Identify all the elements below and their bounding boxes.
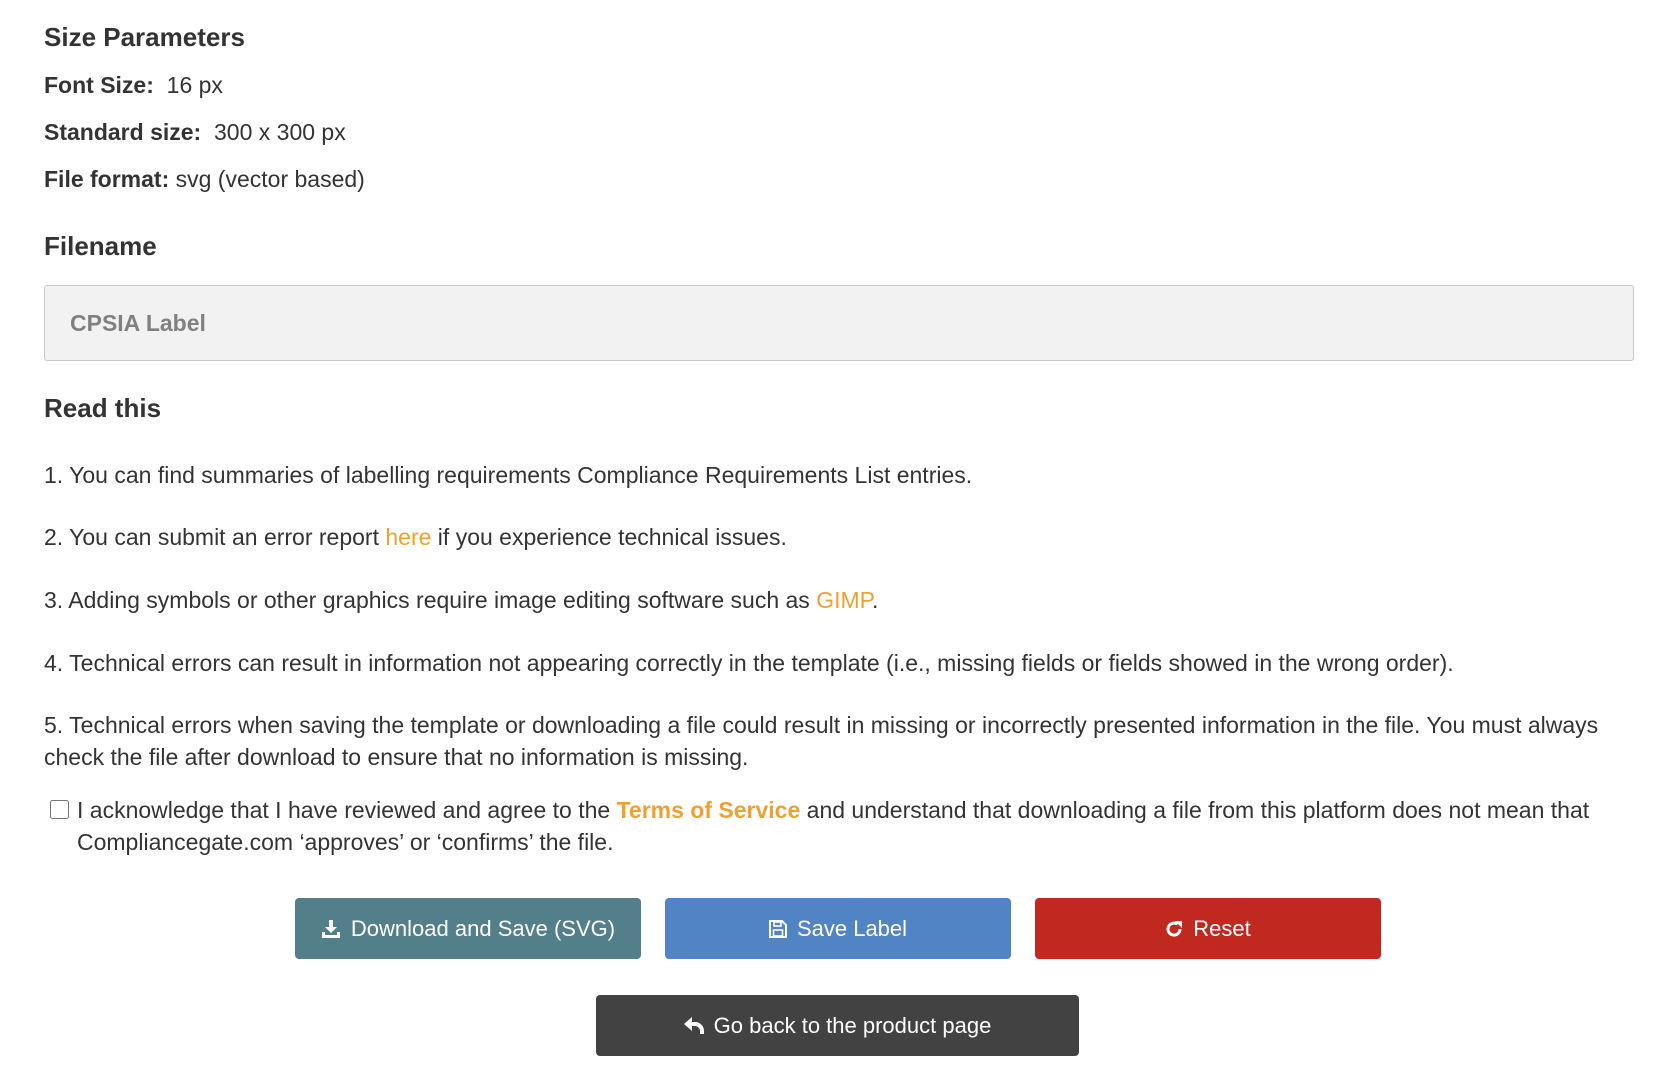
- note-3: [44, 584, 1624, 616]
- note-4: 4. Technical errors can result in information not appearing correctly in the template (i.e., missing fields or fields showed in the wrong order).: [44, 650, 1454, 676]
- download-and-save-button[interactable]: [295, 898, 641, 959]
- standard-size-label: Standard size:: [44, 119, 202, 145]
- note-1: 1. You can find summaries of labelling requirements Compliance Requirements List entries.: [44, 462, 973, 488]
- size-parameters-title: Size Parameters: [44, 22, 245, 52]
- terms-of-service-link[interactable]: Terms of Service: [616, 797, 801, 823]
- filename-input[interactable]: [44, 285, 1634, 361]
- save-label-button[interactable]: [665, 898, 1011, 959]
- note-2-text-after: if you experience technical issues.: [431, 524, 787, 550]
- note-2: [44, 521, 1624, 553]
- reset-button[interactable]: [1035, 898, 1381, 959]
- acknowledge-checkbox[interactable]: [50, 800, 69, 819]
- note-5: 5. Technical errors when saving the template or downloading a file could result in missing or incorrectly presented information in the file. You must always check the file after download to ensure that no information is missing.: [44, 712, 1599, 770]
- file-format-row: [44, 166, 365, 193]
- note-3-text-after: .: [872, 587, 879, 613]
- floppy-disk-icon: [769, 920, 787, 938]
- filename-title: Filename: [44, 231, 157, 261]
- note-3-text-before: 3. Adding symbols or other graphics require image editing software such as: [44, 587, 817, 613]
- gimp-link[interactable]: GIMP: [816, 587, 873, 613]
- refresh-icon: [1165, 920, 1183, 938]
- back-to-product-button[interactable]: [596, 995, 1079, 1056]
- reset-label: Reset: [1193, 915, 1251, 941]
- font-size-value: 16 px: [166, 72, 223, 98]
- reply-arrow-icon: [684, 1017, 704, 1035]
- acknowledge-text: [77, 794, 1627, 858]
- note-2-text-before: 2. You can submit an error report: [44, 524, 386, 550]
- back-to-product-label: Go back to the product page: [713, 1012, 992, 1038]
- file-format-value: svg (vector based): [175, 166, 365, 192]
- standard-size-value: 300 x 300 px: [214, 119, 346, 145]
- error-report-link[interactable]: here: [385, 524, 432, 550]
- download-icon: [321, 919, 341, 939]
- read-this-title: Read this: [44, 393, 162, 423]
- download-and-save-label: Download and Save (SVG): [350, 915, 616, 941]
- acknowledge-text-after: and understand that downloading a file from this platform does not mean that Compliancegate.com ‘approves’ or ‘confirms’ the file.: [77, 797, 1590, 855]
- font-size-label: Font Size:: [44, 72, 154, 98]
- file-format-label: File format:: [44, 166, 170, 192]
- acknowledge-text-before: I acknowledge that I have reviewed and agree to the: [77, 797, 617, 823]
- font-size-row: [44, 72, 223, 99]
- standard-size-row: [44, 119, 346, 146]
- save-label-text: Save Label: [796, 915, 908, 941]
